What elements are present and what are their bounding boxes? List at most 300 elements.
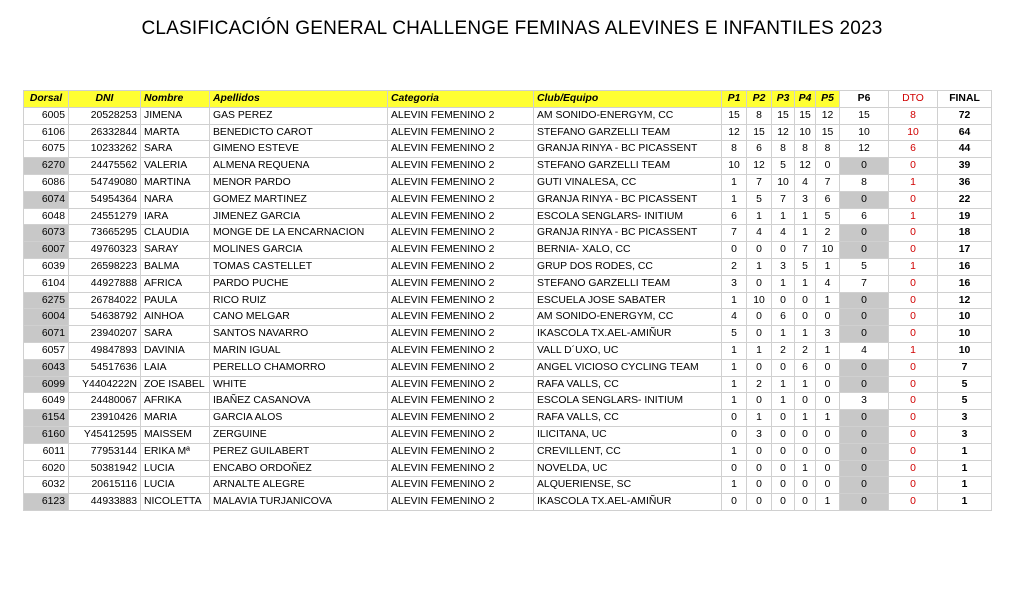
cell-p6: 0 (840, 158, 889, 175)
cell-p4: 5 (795, 258, 816, 275)
cell-club: GRUP DOS RODES, CC (534, 258, 722, 275)
cell-p6: 0 (840, 410, 889, 427)
cell-p5: 7 (816, 174, 840, 191)
cell-dorsal: 6073 (24, 225, 69, 242)
cell-club: IKASCOLA TX.AEL-AMIÑUR (534, 494, 722, 511)
cell-dorsal: 6043 (24, 359, 69, 376)
cell-dto: 0 (889, 359, 938, 376)
cell-final: 10 (938, 342, 992, 359)
table-row (24, 124, 992, 141)
cell-p2: 0 (747, 477, 772, 494)
cell-p1: 6 (722, 208, 747, 225)
cell-dni: 44927888 (69, 275, 141, 292)
cell-p3: 8 (772, 141, 795, 158)
cell-dto: 1 (889, 342, 938, 359)
cell-nombre: SARAY (141, 242, 210, 259)
table-row (24, 342, 992, 359)
cell-p3: 6 (772, 309, 795, 326)
cell-categoria: ALEVIN FEMENINO 2 (388, 242, 534, 259)
cell-nombre: AFRICA (141, 275, 210, 292)
table-row (24, 191, 992, 208)
cell-p2: 0 (747, 393, 772, 410)
cell-dorsal: 6270 (24, 158, 69, 175)
cell-dorsal: 6032 (24, 477, 69, 494)
cell-nombre: NARA (141, 191, 210, 208)
cell-dto: 0 (889, 292, 938, 309)
col-header-nombre: Nombre (141, 91, 210, 108)
cell-categoria: ALEVIN FEMENINO 2 (388, 494, 534, 511)
cell-dni: 24475562 (69, 158, 141, 175)
cell-nombre: MARTINA (141, 174, 210, 191)
cell-club: IKASCOLA TX.AEL-AMIÑUR (534, 326, 722, 343)
cell-categoria: ALEVIN FEMENINO 2 (388, 275, 534, 292)
cell-nombre: AINHOA (141, 309, 210, 326)
table-row (24, 158, 992, 175)
cell-p1: 8 (722, 141, 747, 158)
col-header-final: FINAL (938, 91, 992, 108)
cell-p6: 0 (840, 242, 889, 259)
cell-p1: 1 (722, 342, 747, 359)
table-row (24, 494, 992, 511)
cell-p4: 1 (795, 376, 816, 393)
cell-dto: 0 (889, 460, 938, 477)
cell-final: 64 (938, 124, 992, 141)
cell-p4: 6 (795, 359, 816, 376)
cell-final: 44 (938, 141, 992, 158)
cell-final: 5 (938, 393, 992, 410)
col-header-club: Club/Equipo (534, 91, 722, 108)
cell-p4: 10 (795, 124, 816, 141)
cell-nombre: AFRIKA (141, 393, 210, 410)
col-header-dni: DNI (69, 91, 141, 108)
cell-final: 1 (938, 494, 992, 511)
cell-dorsal: 6049 (24, 393, 69, 410)
cell-apellidos: MARIN IGUAL (210, 342, 388, 359)
cell-p4: 8 (795, 141, 816, 158)
cell-club: GRANJA RINYA - BC PICASSENT (534, 225, 722, 242)
cell-p6: 0 (840, 426, 889, 443)
cell-p5: 0 (816, 477, 840, 494)
cell-club: STEFANO GARZELLI TEAM (534, 124, 722, 141)
cell-categoria: ALEVIN FEMENINO 2 (388, 309, 534, 326)
table-row (24, 275, 992, 292)
cell-p5: 4 (816, 275, 840, 292)
cell-p6: 0 (840, 326, 889, 343)
cell-categoria: ALEVIN FEMENINO 2 (388, 426, 534, 443)
cell-apellidos: CANO MELGAR (210, 309, 388, 326)
cell-p6: 3 (840, 393, 889, 410)
cell-club: ILICITANA, UC (534, 426, 722, 443)
cell-p4: 4 (795, 174, 816, 191)
cell-p5: 2 (816, 225, 840, 242)
cell-p1: 12 (722, 124, 747, 141)
cell-nombre: ERIKA Mª (141, 443, 210, 460)
cell-p6: 7 (840, 275, 889, 292)
cell-p3: 0 (772, 460, 795, 477)
cell-club: ESCOLA SENGLARS- INITIUM (534, 208, 722, 225)
cell-p2: 4 (747, 225, 772, 242)
cell-p4: 0 (795, 292, 816, 309)
cell-club: ESCUELA JOSE SABATER (534, 292, 722, 309)
cell-dorsal: 6104 (24, 275, 69, 292)
table-row (24, 174, 992, 191)
cell-p3: 3 (772, 258, 795, 275)
cell-final: 5 (938, 376, 992, 393)
cell-p2: 10 (747, 292, 772, 309)
cell-p5: 1 (816, 258, 840, 275)
cell-categoria: ALEVIN FEMENINO 2 (388, 225, 534, 242)
table-row (24, 410, 992, 427)
cell-dto: 1 (889, 174, 938, 191)
cell-p2: 2 (747, 376, 772, 393)
cell-p5: 1 (816, 342, 840, 359)
cell-p3: 1 (772, 326, 795, 343)
cell-p4: 1 (795, 460, 816, 477)
cell-categoria: ALEVIN FEMENINO 2 (388, 410, 534, 427)
table-row (24, 376, 992, 393)
cell-p1: 0 (722, 410, 747, 427)
cell-p2: 8 (747, 107, 772, 124)
cell-dto: 0 (889, 494, 938, 511)
cell-club: AM SONIDO-ENERGYM, CC (534, 107, 722, 124)
cell-dorsal: 6011 (24, 443, 69, 460)
cell-dto: 0 (889, 191, 938, 208)
cell-p2: 1 (747, 410, 772, 427)
cell-p6: 0 (840, 460, 889, 477)
cell-p5: 0 (816, 158, 840, 175)
col-header-p6: P6 (840, 91, 889, 108)
cell-apellidos: ZERGUINE (210, 426, 388, 443)
cell-dorsal: 6160 (24, 426, 69, 443)
cell-dto: 0 (889, 376, 938, 393)
cell-p1: 1 (722, 191, 747, 208)
cell-dto: 6 (889, 141, 938, 158)
cell-final: 16 (938, 258, 992, 275)
cell-nombre: MARTA (141, 124, 210, 141)
cell-p4: 3 (795, 191, 816, 208)
cell-nombre: SARA (141, 326, 210, 343)
cell-p3: 5 (772, 158, 795, 175)
cell-dni: 26598223 (69, 258, 141, 275)
table-row (24, 426, 992, 443)
cell-p3: 10 (772, 174, 795, 191)
table-row (24, 393, 992, 410)
cell-dni: Y45412595 (69, 426, 141, 443)
cell-apellidos: ENCABO ORDOÑEZ (210, 460, 388, 477)
cell-categoria: ALEVIN FEMENINO 2 (388, 342, 534, 359)
cell-apellidos: MALAVIA TURJANICOVA (210, 494, 388, 511)
cell-dni: 54954364 (69, 191, 141, 208)
cell-dorsal: 6099 (24, 376, 69, 393)
cell-apellidos: WHITE (210, 376, 388, 393)
col-header-p4: P4 (795, 91, 816, 108)
cell-dorsal: 6275 (24, 292, 69, 309)
cell-final: 16 (938, 275, 992, 292)
cell-p1: 2 (722, 258, 747, 275)
cell-p1: 3 (722, 275, 747, 292)
cell-apellidos: ALMENA REQUENA (210, 158, 388, 175)
cell-final: 3 (938, 410, 992, 427)
cell-apellidos: BENEDICTO CAROT (210, 124, 388, 141)
cell-dni: 24480067 (69, 393, 141, 410)
cell-nombre: VALERIA (141, 158, 210, 175)
cell-apellidos: PARDO PUCHE (210, 275, 388, 292)
cell-dni: 20528253 (69, 107, 141, 124)
table-row (24, 208, 992, 225)
col-header-dorsal: Dorsal (24, 91, 69, 108)
cell-final: 1 (938, 443, 992, 460)
cell-p1: 0 (722, 426, 747, 443)
cell-club: STEFANO GARZELLI TEAM (534, 275, 722, 292)
cell-dni: 50381942 (69, 460, 141, 477)
cell-p2: 0 (747, 242, 772, 259)
cell-p2: 1 (747, 342, 772, 359)
cell-categoria: ALEVIN FEMENINO 2 (388, 258, 534, 275)
cell-dorsal: 6020 (24, 460, 69, 477)
cell-nombre: LAIA (141, 359, 210, 376)
cell-categoria: ALEVIN FEMENINO 2 (388, 477, 534, 494)
cell-club: CREVILLENT, CC (534, 443, 722, 460)
cell-p3: 0 (772, 292, 795, 309)
table-row (24, 225, 992, 242)
cell-apellidos: GAS PEREZ (210, 107, 388, 124)
cell-p2: 15 (747, 124, 772, 141)
cell-p6: 10 (840, 124, 889, 141)
cell-nombre: DAVINIA (141, 342, 210, 359)
cell-club: RAFA VALLS, CC (534, 376, 722, 393)
cell-p3: 0 (772, 477, 795, 494)
cell-apellidos: PEREZ GUILABERT (210, 443, 388, 460)
cell-apellidos: IBAÑEZ CASANOVA (210, 393, 388, 410)
cell-nombre: MARIA (141, 410, 210, 427)
cell-p4: 1 (795, 410, 816, 427)
cell-categoria: ALEVIN FEMENINO 2 (388, 393, 534, 410)
cell-dto: 0 (889, 326, 938, 343)
col-header-dto: DTO (889, 91, 938, 108)
cell-p5: 1 (816, 494, 840, 511)
cell-p4: 2 (795, 342, 816, 359)
cell-p2: 0 (747, 460, 772, 477)
cell-nombre: SARA (141, 141, 210, 158)
cell-final: 18 (938, 225, 992, 242)
cell-dorsal: 6106 (24, 124, 69, 141)
cell-club: AM SONIDO-ENERGYM, CC (534, 309, 722, 326)
cell-p3: 12 (772, 124, 795, 141)
cell-p5: 0 (816, 393, 840, 410)
col-header-apellidos: Apellidos (210, 91, 388, 108)
cell-nombre: JIMENA (141, 107, 210, 124)
cell-p2: 5 (747, 191, 772, 208)
cell-p5: 15 (816, 124, 840, 141)
cell-p2: 7 (747, 174, 772, 191)
cell-apellidos: TOMAS CASTELLET (210, 258, 388, 275)
cell-dto: 0 (889, 158, 938, 175)
cell-dni: 54517636 (69, 359, 141, 376)
cell-apellidos: GARCIA ALOS (210, 410, 388, 427)
cell-categoria: ALEVIN FEMENINO 2 (388, 124, 534, 141)
col-header-p3: P3 (772, 91, 795, 108)
cell-dni: 24551279 (69, 208, 141, 225)
cell-p5: 8 (816, 141, 840, 158)
cell-apellidos: PERELLO CHAMORRO (210, 359, 388, 376)
col-header-p1: P1 (722, 91, 747, 108)
cell-dni: 49847893 (69, 342, 141, 359)
cell-p1: 1 (722, 393, 747, 410)
cell-p4: 1 (795, 326, 816, 343)
cell-dni: 44933883 (69, 494, 141, 511)
cell-categoria: ALEVIN FEMENINO 2 (388, 460, 534, 477)
cell-final: 12 (938, 292, 992, 309)
cell-categoria: ALEVIN FEMENINO 2 (388, 158, 534, 175)
cell-p2: 1 (747, 258, 772, 275)
cell-nombre: ZOE ISABEL (141, 376, 210, 393)
cell-dni: 54638792 (69, 309, 141, 326)
cell-dto: 0 (889, 242, 938, 259)
cell-p2: 3 (747, 426, 772, 443)
cell-p1: 1 (722, 292, 747, 309)
cell-p5: 0 (816, 443, 840, 460)
cell-categoria: ALEVIN FEMENINO 2 (388, 107, 534, 124)
cell-p6: 0 (840, 292, 889, 309)
cell-categoria: ALEVIN FEMENINO 2 (388, 174, 534, 191)
cell-p2: 0 (747, 494, 772, 511)
cell-dni: 54749080 (69, 174, 141, 191)
cell-p3: 0 (772, 410, 795, 427)
cell-p1: 10 (722, 158, 747, 175)
table-row (24, 292, 992, 309)
cell-dto: 1 (889, 258, 938, 275)
table-row (24, 477, 992, 494)
table-row (24, 141, 992, 158)
cell-p1: 1 (722, 477, 747, 494)
cell-final: 1 (938, 460, 992, 477)
table-row (24, 359, 992, 376)
cell-club: NOVELDA, UC (534, 460, 722, 477)
cell-p3: 4 (772, 225, 795, 242)
cell-p3: 15 (772, 107, 795, 124)
cell-apellidos: RICO RUIZ (210, 292, 388, 309)
cell-final: 17 (938, 242, 992, 259)
cell-p6: 5 (840, 258, 889, 275)
cell-p5: 6 (816, 191, 840, 208)
cell-dorsal: 6007 (24, 242, 69, 259)
cell-p1: 1 (722, 359, 747, 376)
cell-dorsal: 6005 (24, 107, 69, 124)
cell-p5: 1 (816, 292, 840, 309)
cell-categoria: ALEVIN FEMENINO 2 (388, 443, 534, 460)
cell-dni: 26332844 (69, 124, 141, 141)
cell-p3: 0 (772, 426, 795, 443)
cell-p1: 5 (722, 326, 747, 343)
cell-p3: 1 (772, 208, 795, 225)
cell-final: 22 (938, 191, 992, 208)
cell-p5: 0 (816, 460, 840, 477)
cell-p4: 1 (795, 208, 816, 225)
cell-final: 36 (938, 174, 992, 191)
cell-p5: 0 (816, 309, 840, 326)
cell-club: ANGEL VICIOSO CYCLING TEAM (534, 359, 722, 376)
cell-club: ALQUERIENSE, SC (534, 477, 722, 494)
cell-p5: 3 (816, 326, 840, 343)
cell-p3: 0 (772, 443, 795, 460)
cell-club: GUTI VINALESA, CC (534, 174, 722, 191)
cell-p4: 7 (795, 242, 816, 259)
classification-table (23, 90, 992, 511)
cell-p1: 0 (722, 242, 747, 259)
cell-dorsal: 6123 (24, 494, 69, 511)
cell-p1: 4 (722, 309, 747, 326)
cell-dni: 23940207 (69, 326, 141, 343)
cell-nombre: IARA (141, 208, 210, 225)
cell-nombre: LUCIA (141, 460, 210, 477)
cell-dto: 0 (889, 225, 938, 242)
cell-p5: 0 (816, 359, 840, 376)
cell-p3: 7 (772, 191, 795, 208)
cell-p3: 2 (772, 342, 795, 359)
cell-p6: 0 (840, 191, 889, 208)
cell-dto: 0 (889, 393, 938, 410)
cell-categoria: ALEVIN FEMENINO 2 (388, 191, 534, 208)
cell-categoria: ALEVIN FEMENINO 2 (388, 376, 534, 393)
document-title: CLASIFICACIÓN GENERAL CHALLENGE FEMINAS ALEVINES E INFANTILES 2023 (141, 18, 883, 39)
cell-dorsal: 6086 (24, 174, 69, 191)
cell-p3: 1 (772, 376, 795, 393)
cell-p2: 0 (747, 309, 772, 326)
cell-p6: 15 (840, 107, 889, 124)
cell-p5: 0 (816, 376, 840, 393)
col-header-p5: P5 (816, 91, 840, 108)
cell-p2: 6 (747, 141, 772, 158)
cell-apellidos: GIMENO ESTEVE (210, 141, 388, 158)
cell-p5: 1 (816, 410, 840, 427)
cell-dni: 20615116 (69, 477, 141, 494)
table-row (24, 309, 992, 326)
cell-final: 72 (938, 107, 992, 124)
cell-p4: 12 (795, 158, 816, 175)
cell-nombre: LUCIA (141, 477, 210, 494)
cell-apellidos: MOLINES GARCIA (210, 242, 388, 259)
cell-p1: 15 (722, 107, 747, 124)
cell-p1: 7 (722, 225, 747, 242)
cell-p6: 0 (840, 477, 889, 494)
cell-p4: 0 (795, 426, 816, 443)
cell-final: 7 (938, 359, 992, 376)
cell-dni: 49760323 (69, 242, 141, 259)
cell-p4: 0 (795, 393, 816, 410)
cell-dto: 10 (889, 124, 938, 141)
cell-dni: 77953144 (69, 443, 141, 460)
cell-club: VALL D´UXO, UC (534, 342, 722, 359)
cell-p4: 0 (795, 494, 816, 511)
cell-p6: 12 (840, 141, 889, 158)
cell-dto: 0 (889, 443, 938, 460)
header-row (24, 91, 992, 108)
cell-club: STEFANO GARZELLI TEAM (534, 158, 722, 175)
cell-dni: 10233262 (69, 141, 141, 158)
cell-p6: 0 (840, 225, 889, 242)
cell-final: 39 (938, 158, 992, 175)
cell-apellidos: SANTOS NAVARRO (210, 326, 388, 343)
cell-apellidos: ARNALTE ALEGRE (210, 477, 388, 494)
cell-club: RAFA VALLS, CC (534, 410, 722, 427)
cell-p3: 0 (772, 359, 795, 376)
cell-p2: 0 (747, 326, 772, 343)
cell-final: 19 (938, 208, 992, 225)
cell-p1: 1 (722, 443, 747, 460)
cell-p2: 0 (747, 359, 772, 376)
table-row (24, 443, 992, 460)
cell-p5: 5 (816, 208, 840, 225)
